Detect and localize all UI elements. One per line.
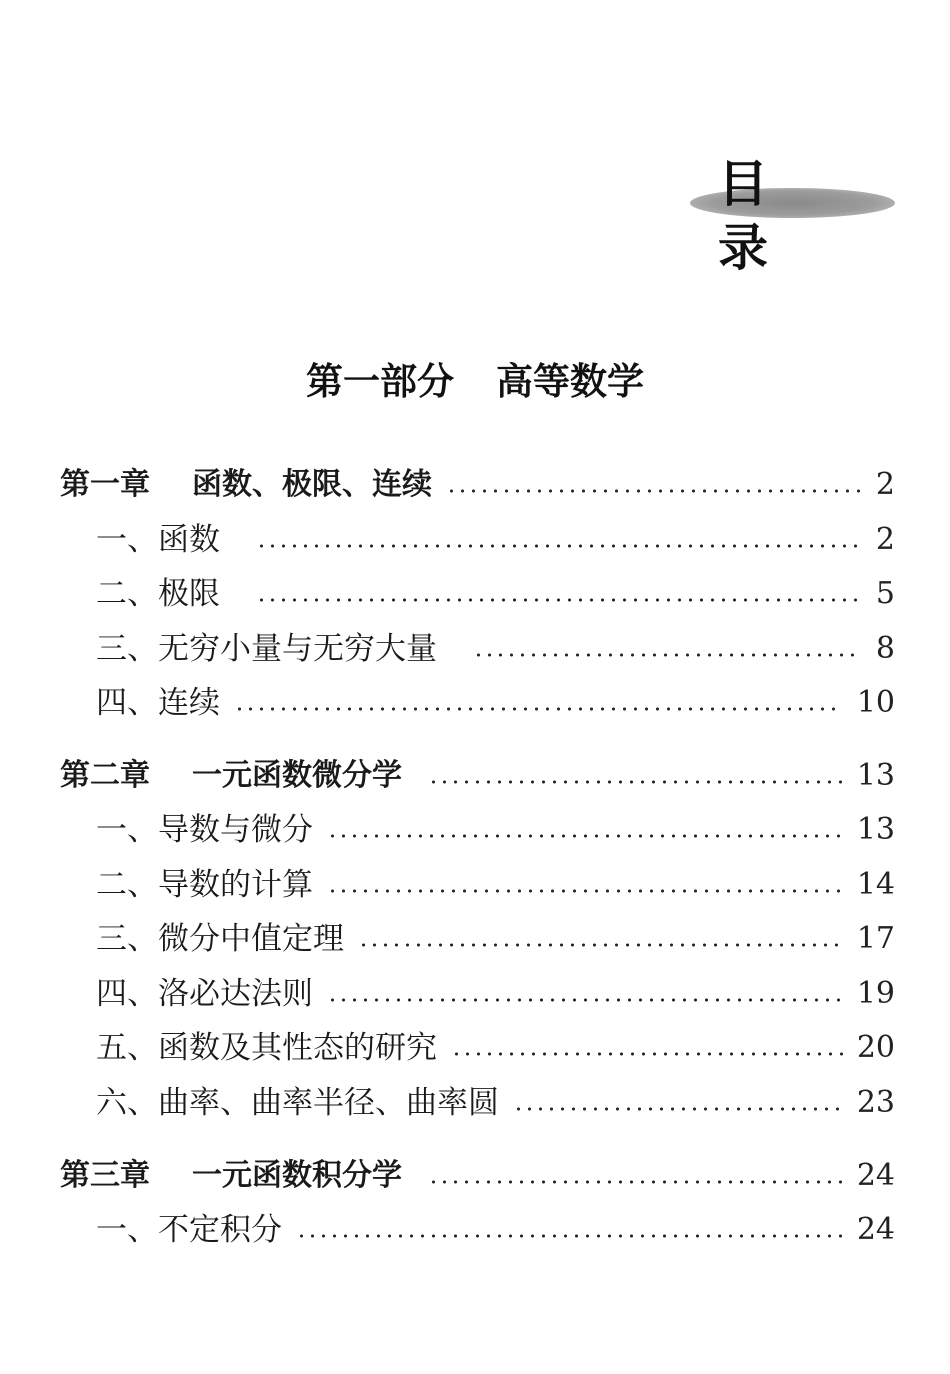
dot-leader [446,463,862,507]
page-number: 5 [875,576,895,611]
page-number: 19 [856,976,895,1011]
dot-leader [327,808,843,852]
dot-leader [358,917,843,961]
page-number: 24 [856,1158,895,1193]
page-number: 13 [856,758,895,793]
page-number: 23 [856,1085,895,1120]
dot-leader [327,972,843,1016]
chapter-label [60,463,432,507]
entry-label: 三、微分中值定理 [96,921,344,957]
toc-entry[interactable] [96,808,895,852]
toc-entry[interactable] [96,518,895,562]
part-title [0,356,950,408]
entry-label: 四、洛必达法则 [96,976,313,1012]
chapter-label [60,754,402,798]
dot-leader [428,754,843,798]
toc-chapter-3[interactable] [60,1154,895,1198]
dot-leader [234,681,843,725]
toc-chapter-1[interactable] [60,463,895,507]
part-name: 高等数学 [496,360,644,403]
toc-header [690,152,895,277]
toc-entry[interactable] [96,1081,895,1125]
dot-leader [428,1154,843,1198]
page-number: 20 [856,1030,895,1065]
toc-entry[interactable] [96,1208,895,1252]
page-number: 2 [875,467,895,502]
chapter-title: 一元函数积分学 [192,1158,402,1193]
entry-label: 一、导数与微分 [96,812,313,848]
toc-chapter-2[interactable] [60,754,895,798]
part-number: 第一部分 [306,360,454,403]
dot-leader [256,518,862,562]
entry-label: 六、曲率、曲率半径、曲率圆 [96,1085,499,1121]
toc-entry[interactable] [96,917,895,961]
dot-leader [451,1026,843,1070]
toc-entry[interactable] [96,627,895,671]
dot-leader [513,1081,843,1125]
chapter-label [60,1154,402,1198]
toc-entry[interactable] [96,681,895,725]
page-number: 10 [856,685,895,720]
chapter-title: 一元函数微分学 [192,758,402,793]
entry-label: 四、连续 [96,685,220,721]
chapter-number: 第二章 [60,758,150,793]
chapter-number: 第一章 [60,467,150,502]
toc-entry[interactable] [96,863,895,907]
page-number: 17 [856,921,895,956]
dot-leader [327,863,843,907]
chapter-title: 函数、极限、连续 [192,467,432,502]
entry-label: 三、无穷小量与无穷大量 [96,631,437,667]
page-number: 13 [856,812,895,847]
page-number: 24 [856,1212,895,1247]
entry-label: 二、导数的计算 [96,867,313,903]
dot-leader [256,572,862,616]
dot-leader [296,1208,843,1252]
dot-leader [473,627,862,671]
page-number: 14 [856,867,895,902]
entry-label: 一、函数 [96,522,220,558]
entry-label: 五、函数及其性态的研究 [96,1030,437,1066]
entry-label: 一、不定积分 [96,1212,282,1248]
toc-entry[interactable] [96,972,895,1016]
chapter-number: 第三章 [60,1158,150,1193]
page-number: 8 [875,631,895,666]
page-number: 2 [875,522,895,557]
entry-label: 二、极限 [96,576,220,612]
toc-entry[interactable] [96,572,895,616]
toc-entry[interactable] [96,1026,895,1070]
toc-title: 目 录 [718,155,812,277]
